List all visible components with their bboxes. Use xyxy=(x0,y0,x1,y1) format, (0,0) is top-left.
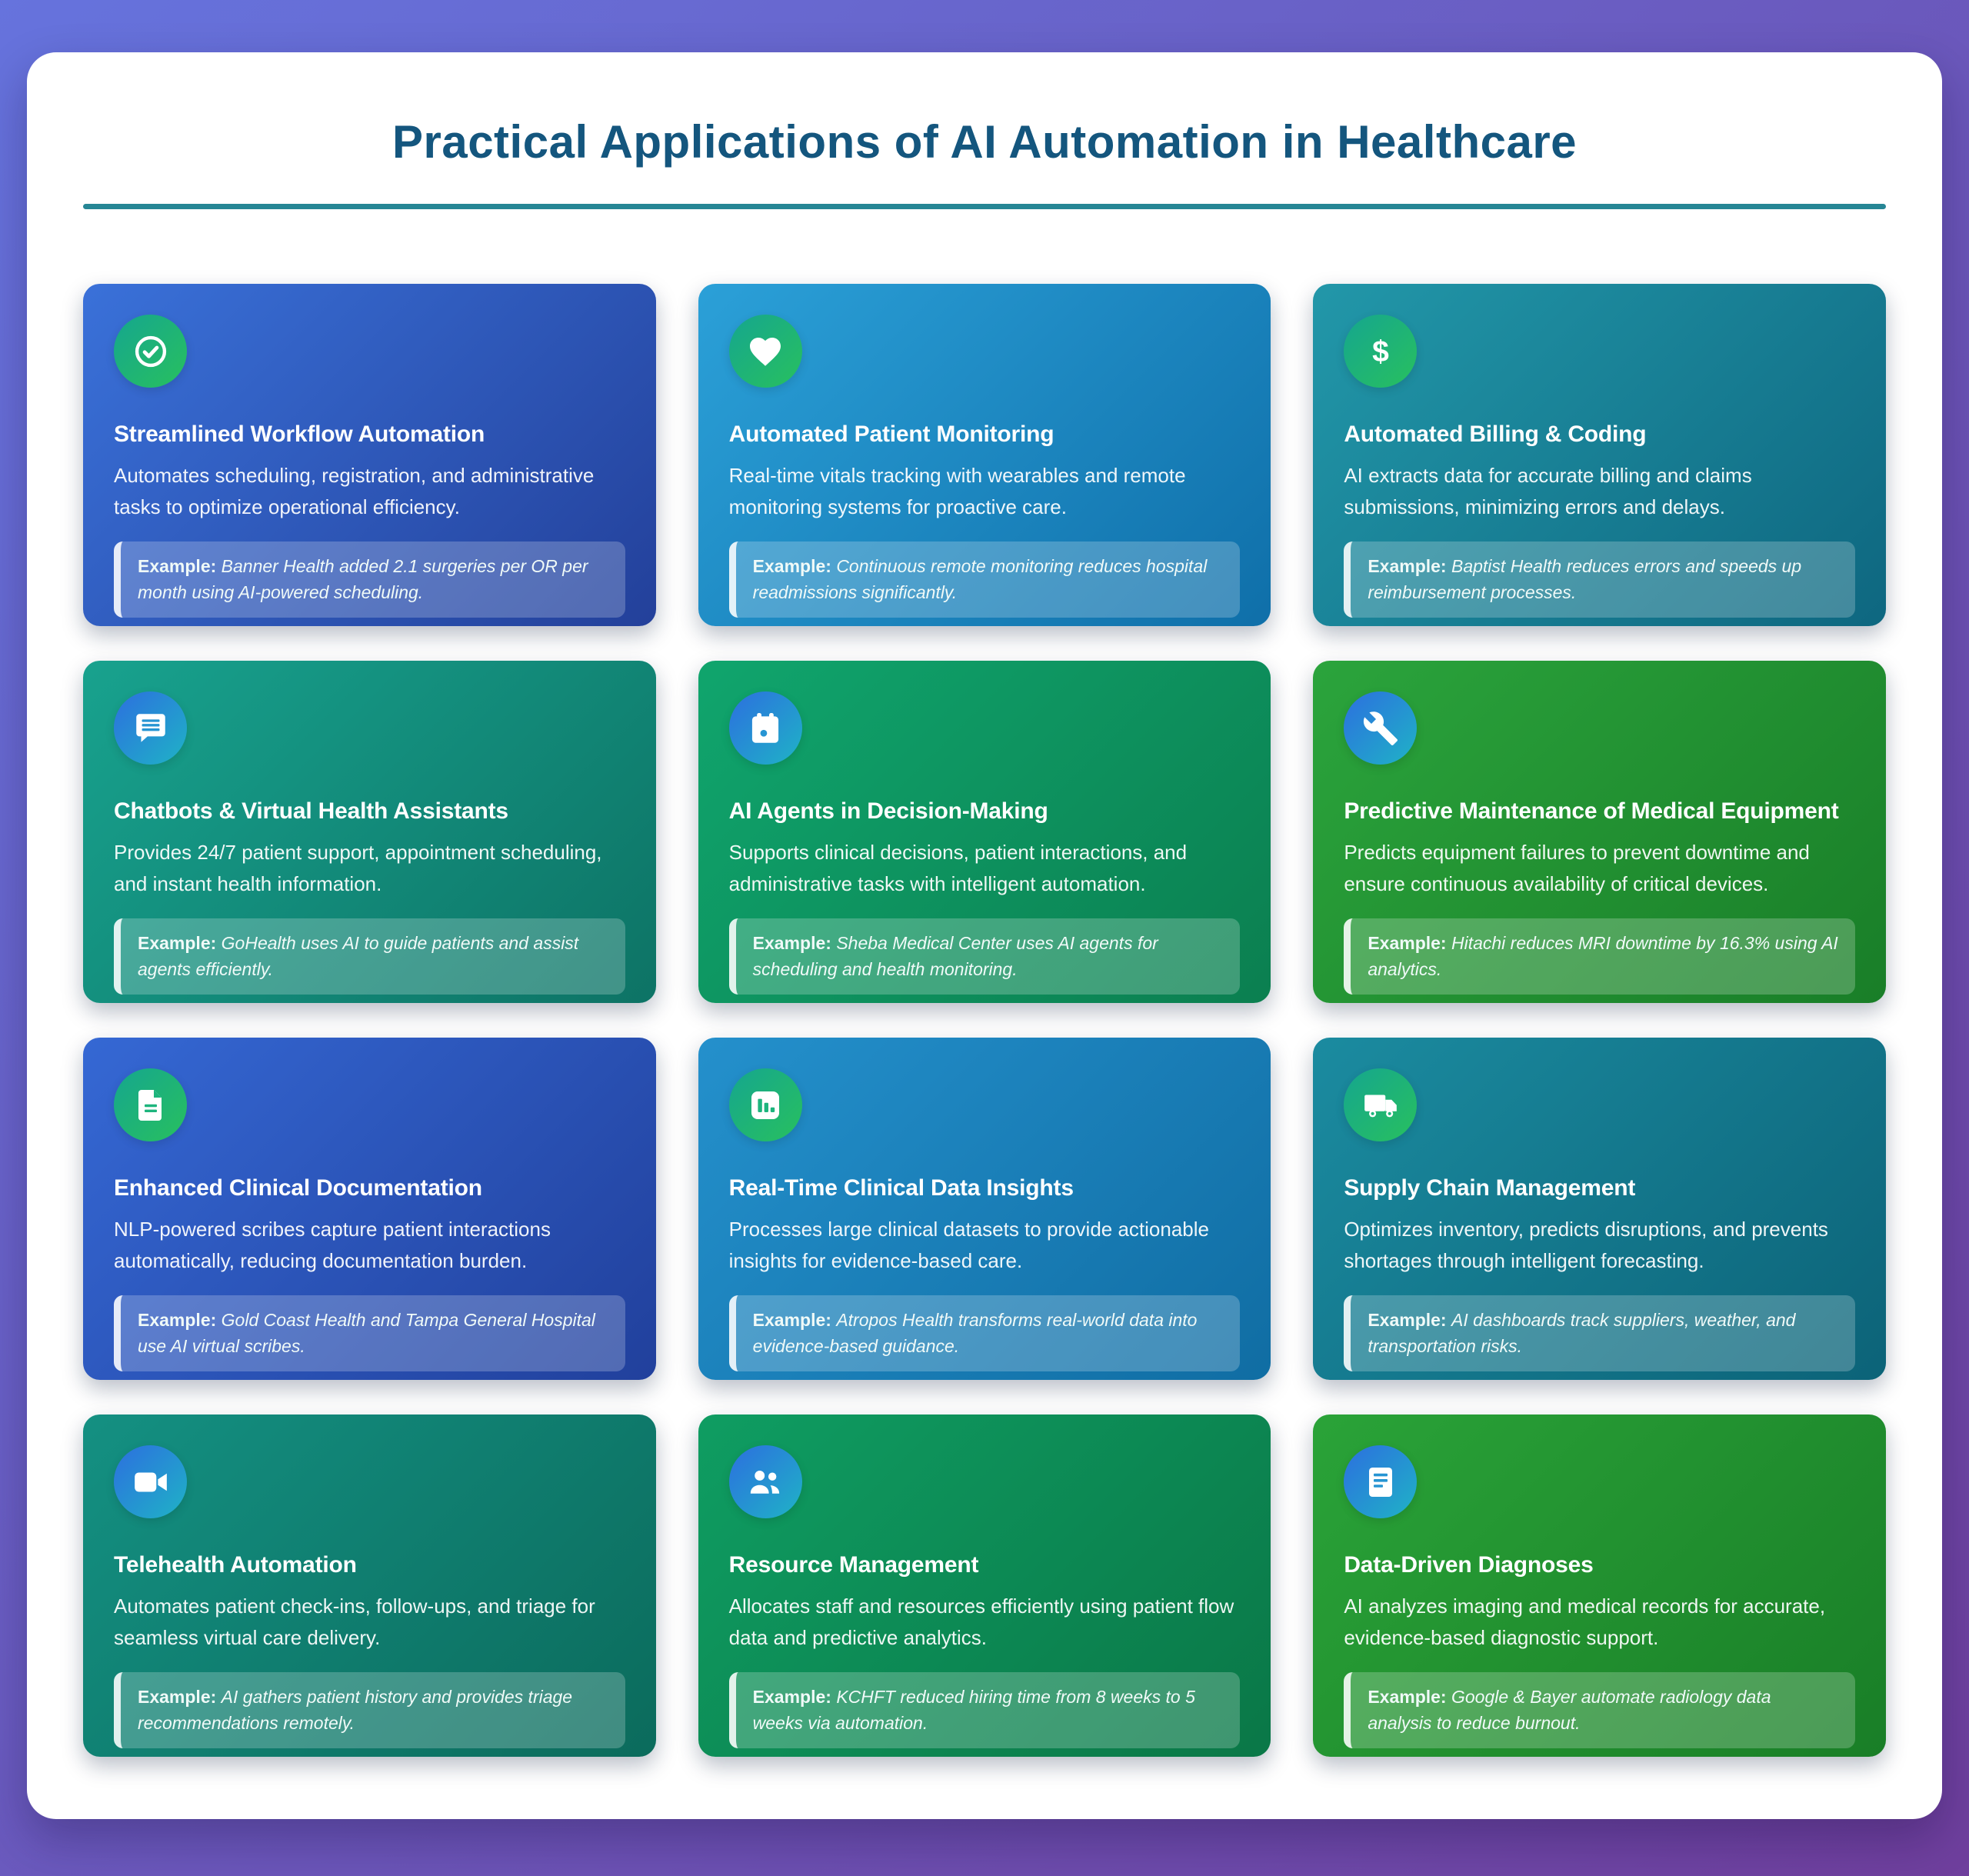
example-label: Example: xyxy=(752,556,831,577)
example-label: Example: xyxy=(752,1687,831,1708)
example-content xyxy=(1368,1308,1838,1359)
card-title: Data-Driven Diagnoses xyxy=(1344,1552,1594,1578)
note-icon xyxy=(1362,1464,1399,1501)
card-icon-circle xyxy=(1344,1068,1417,1141)
application-card xyxy=(83,1038,656,1380)
example-content xyxy=(1368,931,1838,982)
example-label: Example: xyxy=(752,1310,831,1331)
example-content xyxy=(753,931,1224,982)
example-text: Baptist Health reduces errors and speeds up reimbursement processes. xyxy=(1368,556,1802,602)
example-box xyxy=(729,541,1241,618)
example-text: Sheba Medical Center uses AI agents for scheduling and health monitoring. xyxy=(752,933,1158,979)
example-text: Gold Coast Health and Tampa General Hospital use AI virtual scribes. xyxy=(138,1310,595,1356)
example-content xyxy=(753,1308,1224,1359)
application-card xyxy=(1313,1038,1886,1380)
example-text: Hitachi reduces MRI downtime by 16.3% using AI analytics. xyxy=(1368,933,1838,979)
main-panel xyxy=(27,52,1942,1819)
card-title: Predictive Maintenance of Medical Equipment xyxy=(1344,798,1839,824)
card-title: Chatbots & Virtual Health Assistants xyxy=(114,798,508,824)
card-description: Automates scheduling, registration, and administrative tasks to optimize operational efficiency. xyxy=(114,464,595,519)
example-label: Example: xyxy=(138,556,217,577)
chat-icon xyxy=(132,709,170,748)
example-content xyxy=(753,1684,1224,1736)
card-title: Real-Time Clinical Data Insights xyxy=(728,1175,1074,1201)
example-text: Google & Bayer automate radiology data analysis to reduce burnout. xyxy=(1368,1687,1771,1733)
example-text: KCHFT reduced hiring time from 8 weeks to 5 weeks via automation. xyxy=(752,1687,1195,1733)
example-box xyxy=(729,918,1241,995)
example-content xyxy=(138,554,608,605)
example-label: Example: xyxy=(1368,1310,1447,1331)
example-box xyxy=(729,1672,1241,1748)
example-label: Example: xyxy=(1368,556,1447,577)
example-text: Continuous remote monitoring reduces hospital readmissions significantly. xyxy=(752,556,1208,602)
example-box xyxy=(114,541,625,618)
truck-icon xyxy=(1361,1086,1400,1125)
card-icon-circle xyxy=(114,1068,187,1141)
card-description: Optimizes inventory, predicts disruptions, and prevents shortages through intelligent forecasting. xyxy=(1344,1218,1828,1273)
card-title: Telehealth Automation xyxy=(114,1552,357,1578)
card-title: Streamlined Workflow Automation xyxy=(114,422,485,447)
application-card xyxy=(698,284,1271,626)
card-icon-circle xyxy=(729,691,802,765)
example-content xyxy=(753,554,1224,605)
example-label: Example: xyxy=(138,1687,217,1708)
card-icon-circle xyxy=(1344,691,1417,765)
example-text: Banner Health added 2.1 surgeries per OR per month using AI-powered scheduling. xyxy=(138,556,588,602)
example-content xyxy=(138,1684,608,1736)
card-description: Predicts equipment failures to prevent downtime and ensure continuous availability of critical devices. xyxy=(1344,841,1810,896)
example-box xyxy=(114,918,625,995)
example-label: Example: xyxy=(752,933,831,954)
example-content xyxy=(138,931,608,982)
example-text: AI dashboards track suppliers, weather, and transportation risks. xyxy=(1368,1310,1796,1356)
card-description: Automates patient check-ins, follow-ups, and triage for seamless virtual care delivery. xyxy=(114,1594,595,1650)
application-card xyxy=(83,661,656,1003)
card-icon-circle xyxy=(729,1445,802,1518)
example-label: Example: xyxy=(1368,1687,1447,1708)
card-title: Enhanced Clinical Documentation xyxy=(114,1175,482,1201)
card-title: Supply Chain Management xyxy=(1344,1175,1636,1201)
example-label: Example: xyxy=(1368,933,1447,954)
card-icon-circle xyxy=(1344,1445,1417,1518)
example-content xyxy=(1368,554,1838,605)
card-icon-circle xyxy=(114,315,187,388)
heart-icon xyxy=(747,333,784,370)
example-text: GoHealth uses AI to guide patients and assist agents efficiently. xyxy=(138,933,579,979)
example-box xyxy=(1344,918,1855,995)
card-title: Automated Billing & Coding xyxy=(1344,422,1647,447)
card-icon-circle xyxy=(729,315,802,388)
video-camera-icon xyxy=(132,1463,170,1501)
title-divider xyxy=(83,204,1886,209)
example-text: Atropos Health transforms real-world data into evidence-based guidance. xyxy=(752,1310,1198,1356)
application-card xyxy=(1313,1414,1886,1757)
card-icon-circle xyxy=(729,1068,802,1141)
example-box xyxy=(1344,1672,1855,1748)
card-description: AI extracts data for accurate billing and claims submissions, minimizing errors and delays. xyxy=(1344,464,1752,519)
application-card xyxy=(83,284,656,626)
example-box xyxy=(114,1672,625,1748)
application-card xyxy=(83,1414,656,1757)
users-icon xyxy=(746,1463,785,1501)
application-card xyxy=(698,661,1271,1003)
bar-chart-icon xyxy=(747,1087,784,1124)
card-description: Supports clinical decisions, patient interactions, and administrative tasks with intelligent automation. xyxy=(728,841,1188,896)
wrench-icon xyxy=(1362,710,1399,747)
card-description: NLP-powered scribes capture patient interactions automatically, reducing documentation burden. xyxy=(114,1218,551,1273)
card-description: AI analyzes imaging and medical records for accurate, evidence-based diagnostic support. xyxy=(1344,1594,1826,1650)
file-text-icon xyxy=(132,1087,169,1124)
card-title: AI Agents in Decision-Making xyxy=(728,798,1048,824)
page-title: Practical Applications of AI Automation in Healthcare xyxy=(391,116,1578,168)
application-card xyxy=(698,1414,1271,1757)
dollar-icon xyxy=(1361,332,1401,372)
application-card xyxy=(698,1038,1271,1380)
calendar-icon xyxy=(746,709,785,748)
application-card xyxy=(1313,284,1886,626)
cards-grid xyxy=(83,284,1886,1757)
example-text: AI gathers patient history and provides triage recommendations remotely. xyxy=(138,1687,573,1733)
card-description: Processes large clinical datasets to provide actionable insights for evidence-based care. xyxy=(728,1218,1209,1273)
card-description: Allocates staff and resources efficiently using patient flow data and predictive analytics. xyxy=(728,1594,1234,1650)
example-box xyxy=(1344,1295,1855,1371)
example-box xyxy=(729,1295,1241,1371)
example-label: Example: xyxy=(138,933,217,954)
card-title: Automated Patient Monitoring xyxy=(728,422,1054,447)
card-icon-circle xyxy=(1344,315,1417,388)
card-description: Real-time vitals tracking with wearables and remote monitoring systems for proactive care. xyxy=(728,464,1186,519)
card-description: Provides 24/7 patient support, appointment scheduling, and instant health information. xyxy=(114,841,602,896)
example-content xyxy=(138,1308,608,1359)
example-box xyxy=(1344,541,1855,618)
example-content xyxy=(1368,1684,1838,1736)
application-card xyxy=(1313,661,1886,1003)
example-box xyxy=(114,1295,625,1371)
card-icon-circle xyxy=(114,691,187,765)
card-icon-circle xyxy=(114,1445,187,1518)
check-circle-icon xyxy=(132,332,170,371)
card-title: Resource Management xyxy=(728,1552,979,1578)
example-label: Example: xyxy=(138,1310,217,1331)
svg-text:$: $ xyxy=(1371,335,1389,368)
